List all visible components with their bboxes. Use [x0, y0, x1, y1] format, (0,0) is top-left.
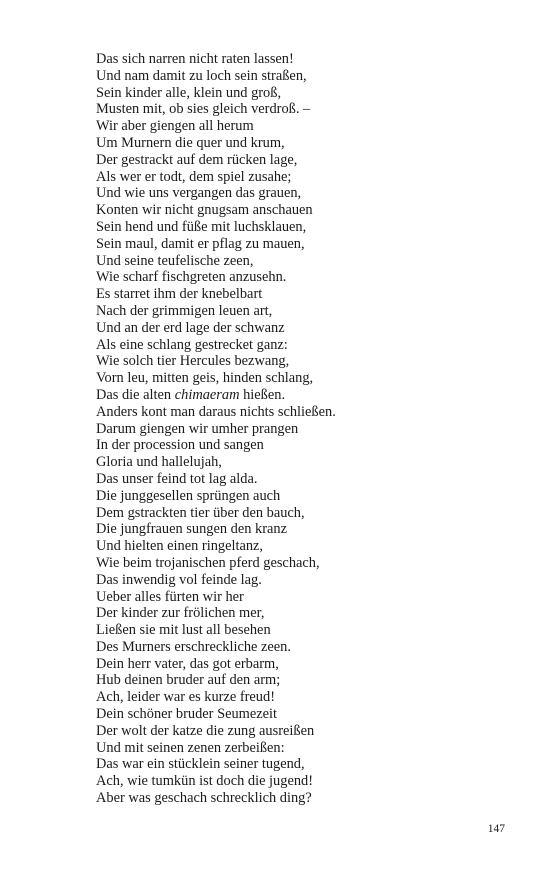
poem-line	[96, 169, 336, 186]
line-segment: Nach der grimmigen leuen art,	[96, 302, 273, 319]
poem-line	[96, 656, 336, 673]
poem-line	[96, 51, 336, 68]
line-segment: Und seine teufelische zeen,	[96, 252, 254, 269]
line-segment: Sein kinder alle, klein und groß,	[96, 84, 282, 101]
line-segment: Anders kont man daraus nichts schließen.	[96, 403, 336, 420]
line-segment: Aber was geschach schrecklich ding?	[96, 790, 312, 807]
line-segment: Wie solch tier Hercules bezwang,	[96, 353, 290, 370]
poem-line	[96, 219, 336, 236]
line-segment: Um Murnern die quer und krum,	[96, 134, 285, 151]
line-segment: Gloria und hallelujah,	[96, 454, 222, 471]
poem-line	[96, 672, 336, 689]
line-segment: Wir aber giengen all herum	[96, 118, 254, 135]
poem-line	[96, 706, 336, 723]
poem-line	[96, 622, 336, 639]
line-segment: Sein maul, damit er pflag zu mauen,	[96, 235, 305, 252]
poem-line	[96, 437, 336, 454]
line-segment: Darum giengen wir umher prangen	[96, 420, 299, 437]
line-segment: Das war ein stücklein seiner tugend,	[96, 756, 305, 773]
line-segment: Das unser feind tot lag alda.	[96, 470, 258, 487]
line-segment: Und mit seinen zenen zerbeißen:	[96, 739, 285, 756]
poem-line	[96, 185, 336, 202]
poem-line	[96, 790, 336, 807]
poem-line	[96, 555, 336, 572]
line-segment: Und wie uns vergangen das grauen,	[96, 185, 302, 202]
poem-line	[96, 572, 336, 589]
line-segment: Die jungfrauen sungen den kranz	[96, 521, 288, 538]
line-segment: Vorn leu, mitten geis, hinden schlang,	[96, 370, 314, 387]
line-segment: Ueber alles fürten wir her	[96, 588, 244, 605]
line-segment: Ach, leider war es kurze freud!	[96, 689, 275, 706]
line-segment: Ach, wie tumkün ist doch die jugend!	[96, 773, 314, 790]
poem-line	[96, 320, 336, 337]
poem-line	[96, 118, 336, 135]
poem-line	[96, 337, 336, 354]
line-segment: Musten mit, ob sies gleich verdroß. –	[96, 101, 311, 118]
poem-line	[96, 421, 336, 438]
poem-line	[96, 85, 336, 102]
poem-text	[96, 51, 336, 807]
line-segment: Das die alten	[96, 386, 175, 403]
poem-line	[96, 505, 336, 522]
line-segment: Ließen sie mit lust all besehen	[96, 622, 271, 639]
poem-line	[96, 538, 336, 555]
poem-line	[96, 101, 336, 118]
line-segment: Dein schöner bruder Seumezeit	[96, 706, 278, 723]
poem-line	[96, 152, 336, 169]
poem-line	[96, 68, 336, 85]
poem-line	[96, 269, 336, 286]
poem-line	[96, 471, 336, 488]
poem-line	[96, 773, 336, 790]
poem-line	[96, 605, 336, 622]
line-segment: Konten wir nicht gnugsam anschauen	[96, 202, 313, 219]
poem-line	[96, 135, 336, 152]
page-number: 147	[487, 823, 505, 835]
poem-line	[96, 521, 336, 538]
line-segment: Die junggesellen sprüngen auch	[96, 487, 281, 504]
poem-line	[96, 404, 336, 421]
line-segment: Dein herr vater, das got erbarm,	[96, 655, 279, 672]
line-segment: Wie scharf fischgreten anzusehn.	[96, 269, 287, 286]
line-segment: Der gestrackt auf dem rücken lage,	[96, 151, 298, 168]
line-segment: Wie beim trojanischen pferd geschach,	[96, 554, 320, 571]
line-segment: Als eine schlang gestrecket ganz:	[96, 336, 288, 353]
poem-line	[96, 589, 336, 606]
poem-line	[96, 286, 336, 303]
poem-line	[96, 488, 336, 505]
line-segment: Des Murners erschreckliche zeen.	[96, 638, 291, 655]
line-segment: Das sich narren nicht raten lassen!	[96, 51, 294, 67]
poem-line	[96, 387, 336, 404]
poem-line	[96, 236, 336, 253]
poem-line	[96, 740, 336, 757]
poem-line	[96, 689, 336, 706]
line-segment: Hub deinen bruder auf den arm;	[96, 672, 281, 689]
line-segment: Das inwendig vol feinde lag.	[96, 571, 262, 588]
line-segment: Es starret ihm der knebelbart	[96, 286, 263, 303]
line-segment: Der kinder zur frölichen mer,	[96, 605, 265, 622]
poem-line	[96, 253, 336, 270]
line-segment: In der procession und sangen	[96, 437, 264, 454]
poem-line	[96, 303, 336, 320]
italic-word: chimaeram	[174, 386, 240, 403]
poem-line	[96, 756, 336, 773]
line-segment: Sein hend und füße mit luchsklauen,	[96, 218, 307, 235]
line-segment: hießen.	[239, 386, 286, 403]
poem-line	[96, 723, 336, 740]
line-segment: Und an der erd lage der schwanz	[96, 319, 285, 336]
poem-line	[96, 370, 336, 387]
line-segment: Dem gstrackten tier über den bauch,	[96, 504, 305, 521]
poem-line	[96, 202, 336, 219]
poem-line	[96, 454, 336, 471]
line-segment: Der wolt der katze die zung ausreißen	[96, 722, 315, 739]
line-segment: Und nam damit zu loch sein straßen,	[96, 67, 307, 84]
poem-line	[96, 353, 336, 370]
poem-line	[96, 639, 336, 656]
line-segment: Und hielten einen ringeltanz,	[96, 538, 264, 555]
line-segment: Als wer er todt, dem spiel zusahe;	[96, 168, 292, 185]
